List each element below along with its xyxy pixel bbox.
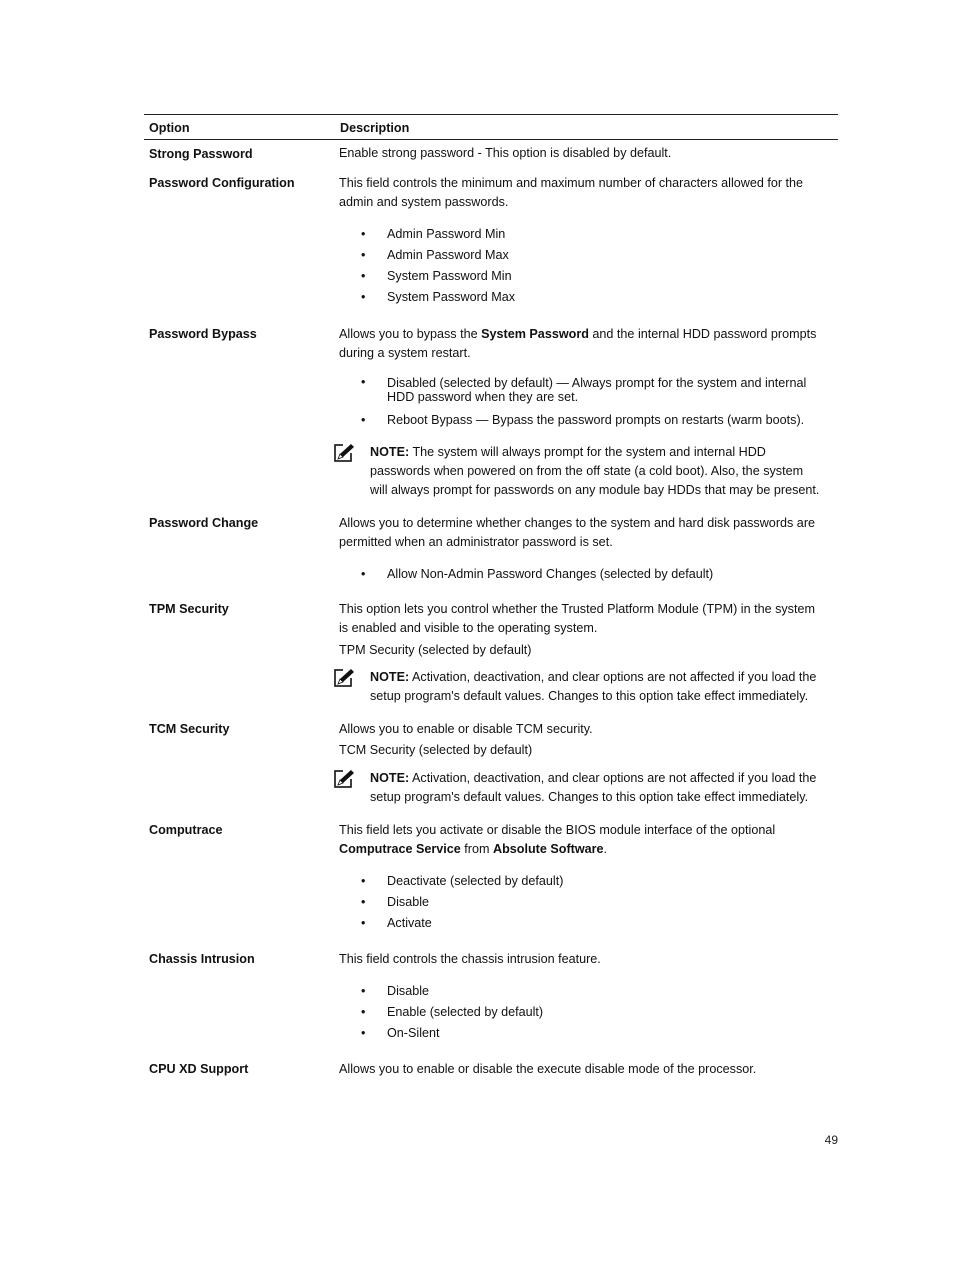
note-line bbox=[370, 668, 838, 687]
bullet-list bbox=[339, 981, 838, 1044]
text-run: Allows you to bypass the bbox=[339, 327, 482, 341]
list-item-line: Disabled (selected by default) — Always prompt for the system and internal bbox=[387, 376, 807, 390]
note-block bbox=[339, 668, 838, 706]
bullet-list bbox=[339, 224, 838, 308]
option-description bbox=[335, 821, 838, 950]
list-item: • Activate bbox=[387, 913, 838, 934]
list-item bbox=[387, 375, 838, 410]
option-description bbox=[335, 950, 838, 1060]
bold-term: Absolute Software bbox=[492, 842, 604, 856]
option-name: TPM Security bbox=[149, 602, 229, 616]
note-line: setup program's default values. Changes to this option take effect immediately. bbox=[370, 790, 809, 804]
description-line: TPM Security (selected by default) bbox=[339, 643, 532, 657]
note-line: passwords when powered on from the off state (a cold boot). Also, the system bbox=[370, 464, 804, 478]
note-text: Activation, deactivation, and clear options are not affected if you load the bbox=[409, 771, 817, 785]
table-row bbox=[144, 325, 838, 514]
option-description bbox=[335, 174, 838, 325]
description-line: This field controls the minimum and maximum number of characters allowed for the bbox=[339, 176, 804, 190]
description-line: This field controls the chassis intrusion feature. bbox=[339, 952, 601, 966]
bold-term: System Password bbox=[481, 327, 589, 341]
page-number: 49 bbox=[824, 1133, 838, 1147]
description-line: admin and system passwords. bbox=[339, 195, 509, 209]
note-text: Activation, deactivation, and clear options are not affected if you load the bbox=[409, 670, 817, 684]
option-description bbox=[335, 600, 838, 720]
list-item-line: HDD password when they are set. bbox=[387, 390, 579, 404]
text-run: . bbox=[603, 842, 608, 856]
note-line bbox=[370, 443, 838, 462]
description-line: is enabled and visible to the operating system. bbox=[339, 621, 598, 635]
description-line: This field lets you activate or disable the BIOS module interface of the optional bbox=[339, 823, 776, 837]
option-description: Allows you to enable or disable the execute disable mode of the processor. bbox=[339, 1062, 757, 1076]
option-description: Enable strong password - This option is disabled by default. bbox=[339, 146, 672, 160]
table-row bbox=[144, 600, 838, 720]
note-label: NOTE: bbox=[370, 445, 410, 459]
table-row bbox=[144, 821, 838, 950]
description-line: Allows you to enable or disable TCM security. bbox=[339, 722, 593, 736]
list-item: • Deactivate (selected by default) bbox=[387, 871, 838, 892]
option-description bbox=[335, 325, 838, 514]
note-text: The system will always prompt for the system and internal HDD bbox=[409, 445, 766, 459]
list-item: • On-Silent bbox=[387, 1023, 838, 1044]
list-item: • System Password Min bbox=[387, 266, 838, 287]
table-row bbox=[144, 1060, 838, 1079]
header-option: Option bbox=[144, 115, 335, 140]
option-name: Chassis Intrusion bbox=[149, 952, 255, 966]
note-line: setup program's default values. Changes to this option take effect immediately. bbox=[370, 689, 809, 703]
list-item: • Enable (selected by default) bbox=[387, 1002, 838, 1023]
list-item: • Admin Password Max bbox=[387, 245, 838, 266]
description-line: during a system restart. bbox=[339, 346, 471, 360]
bullet-list bbox=[339, 871, 838, 934]
note-line: will always prompt for passwords on any module bay HDDs that may be present. bbox=[370, 483, 820, 497]
table-header-row bbox=[144, 115, 838, 140]
description-line: This option lets you control whether the Trusted Platform Module (TPM) in the system bbox=[339, 602, 815, 616]
option-name: Computrace bbox=[149, 823, 223, 837]
note-label: NOTE: bbox=[370, 771, 410, 785]
option-name: Password Bypass bbox=[149, 327, 257, 341]
option-name: Strong Password bbox=[149, 147, 253, 161]
pencil-note-icon bbox=[334, 769, 356, 789]
list-item: • Disable bbox=[387, 981, 838, 1002]
description-line: Allows you to determine whether changes to the system and hard disk passwords are bbox=[339, 516, 816, 530]
note-label: NOTE: bbox=[370, 670, 410, 684]
table-row bbox=[144, 720, 838, 821]
option-description bbox=[335, 514, 838, 600]
list-item: • Allow Non-Admin Password Changes (selected by default) bbox=[387, 564, 838, 585]
text-run: and the internal HDD password prompts bbox=[588, 327, 817, 341]
pencil-note-icon bbox=[334, 668, 356, 688]
table-row bbox=[144, 514, 838, 600]
option-name: Password Change bbox=[149, 516, 259, 530]
options-table bbox=[144, 114, 838, 1079]
bold-term: Computrace Service bbox=[339, 842, 461, 856]
header-description: Description bbox=[335, 115, 838, 140]
table-row bbox=[144, 140, 838, 175]
description-line: permitted when an administrator password is set. bbox=[339, 535, 613, 549]
bullet-list bbox=[339, 564, 838, 585]
bullet-list bbox=[339, 375, 838, 431]
list-item: • Disable bbox=[387, 892, 838, 913]
option-name: CPU XD Support bbox=[149, 1062, 249, 1076]
note-block bbox=[339, 443, 838, 500]
list-item: • Admin Password Min bbox=[387, 224, 838, 245]
text-run: from bbox=[460, 842, 493, 856]
option-name: TCM Security bbox=[149, 722, 230, 736]
pencil-note-icon bbox=[334, 443, 356, 463]
description-line bbox=[339, 840, 838, 859]
option-description bbox=[335, 720, 838, 821]
table-row bbox=[144, 174, 838, 325]
list-item: • System Password Max bbox=[387, 287, 838, 308]
description-line bbox=[339, 325, 838, 344]
note-line bbox=[370, 769, 838, 788]
table-row bbox=[144, 950, 838, 1060]
option-name: Password Configuration bbox=[149, 176, 295, 190]
description-line: TCM Security (selected by default) bbox=[339, 743, 533, 757]
list-item: • Reboot Bypass — Bypass the password prompts on restarts (warm boots). bbox=[387, 410, 838, 431]
note-block bbox=[339, 769, 838, 807]
